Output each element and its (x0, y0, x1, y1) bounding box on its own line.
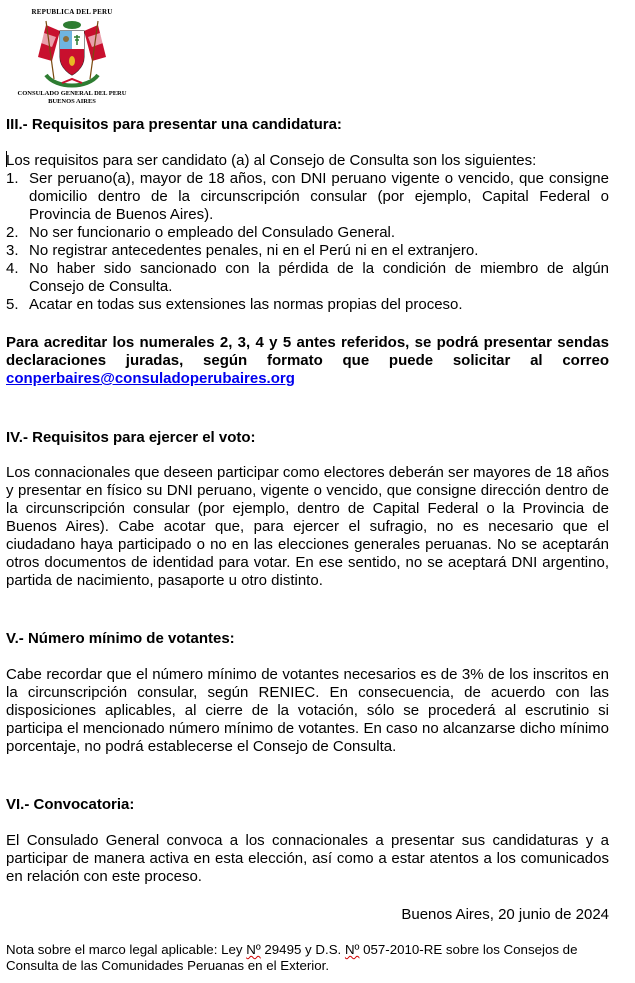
list-item-number: 5. (6, 296, 19, 313)
list-item-text: No registrar antecedentes penales, ni en el Perú ni en el extranjero. (29, 242, 479, 259)
list-item-number: 1. (6, 170, 19, 187)
list-item (6, 260, 609, 296)
email-link[interactable]: conperbaires@consuladoperubaires.org (6, 370, 295, 387)
declaration-note-text: Para acreditar los numerales 2, 3, 4 y 5 antes referidos, se podrá presentar sendas declaraciones juradas, según formato que puede solicitar al correo (6, 334, 609, 369)
section3-intro: Los requisitos para ser candidato (a) al Consejo de Consulta son los siguientes: (6, 152, 537, 169)
list-item (6, 224, 609, 242)
section5-heading: V.- Número mínimo de votantes: (6, 630, 235, 647)
logo-bottom-line-2: BUENOS AIRES (48, 98, 96, 105)
section6-body: El Consulado General convoca a los connacionales a presentar sus candidaturas y a participar de manera activa en esta elección, así como a estar atentos a los comunicados en relación con este proceso. (6, 832, 609, 885)
list-item (6, 296, 609, 314)
peru-coat-of-arms-icon (32, 17, 112, 91)
list-item-text: No haber sido sancionado con la pérdida de la condición de miembro de algún Consejo de Consulta. (29, 260, 609, 295)
list-item-text: Ser peruano(a), mayor de 18 años, con DNI peruano vigente o vencido, que consigne domicilio dentro de la circunscripción consular (por ejemplo, Capital Federal o Provincia de Buenos Aires). (29, 170, 609, 223)
place-date: Buenos Aires, 20 junio de 2024 (401, 906, 609, 923)
footnote-mid: 29495 y D.S. (260, 942, 345, 957)
list-item-text: No ser funcionario o empleado del Consulado General. (29, 224, 396, 241)
section4-body: Los connacionales que deseen participar como electores deberán ser mayores de 18 años y presentar en físico su DNI peruano, vigente o vencido, que consigne dirección dentro de la circunscripción consular (por ejemplo, dentro de Capital Federal o la Provincia de Buenos Aires). Cabe acotar que, para ejercer el sufragio, no es necesario que el ciudadano haya participado o no en las elecciones generales peruanas. No se aceptarán otros documentos de identidad para votar. En ese sentido, no se aceptará DNI argentino, partida de nacimiento, pasaporte u otro distinto. (6, 464, 609, 589)
requirements-list (6, 170, 609, 314)
logo-bottom-line-1: CONSULADO GENERAL DEL PERU (17, 90, 127, 97)
section5-body: Cabe recordar que el número mínimo de votantes necesarios es de 3% de los inscritos en la circunscripción consular, según RENIEC. En consecuencia, de acuerdo con las disposiciones aplicables, al cierre de la votación, sólo se procederá al escrutinio si participa el mencionado número mínimo de votantes. En caso no alcanzarse dicho mínimo porcentaje, no podrá establecerse el Consejo de Consulta. (6, 666, 609, 755)
legal-footnote (6, 942, 609, 974)
list-item-number: 4. (6, 260, 19, 277)
list-item (6, 242, 609, 260)
list-item-number: 3. (6, 242, 19, 259)
declaration-note (6, 334, 609, 388)
footnote-number-sign-1: Nº (246, 942, 261, 957)
footnote-prefix: Nota sobre el marco legal aplicable: Ley (6, 942, 247, 957)
list-item (6, 170, 609, 224)
section3-heading: III.- Requisitos para presentar una candidatura: (6, 116, 342, 133)
list-item-text: Acatar en todas sus extensiones las normas propias del proceso. (29, 296, 463, 313)
logo-bottom-text (14, 90, 130, 106)
section6-heading: VI.- Convocatoria: (6, 796, 135, 813)
list-item-number: 2. (6, 224, 19, 241)
footnote-number-sign-2: Nº (344, 942, 360, 957)
footnote-suffix: 057-2010-RE sobre los Consejos de Consulta de las Comunidades Peruanas en el Exterior. (6, 942, 578, 973)
logo-top-text: REPUBLICA DEL PERU (31, 8, 113, 16)
consulate-logo (14, 8, 130, 108)
section4-heading: IV.- Requisitos para ejercer el voto: (6, 429, 256, 446)
